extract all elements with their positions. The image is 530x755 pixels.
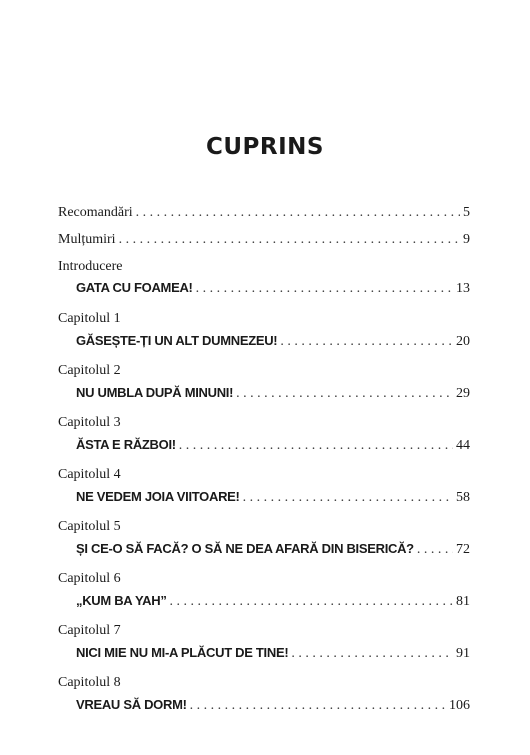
entry-title: „KUM BA YAH” [76,593,167,608]
dot-leader [170,594,453,610]
table-of-contents [58,205,470,717]
entry-title: NU UMBLA DUPĂ MINUNI! [76,385,234,400]
entry-title: VREAU SĂ DORM! [76,697,187,712]
page-number: 72 [456,542,470,557]
page-number: 44 [456,438,470,453]
entry-title: Recomandări [58,205,133,220]
page-number: 13 [456,281,470,296]
dot-leader [291,646,453,662]
toc-entry-recomandari[interactable] [58,205,470,225]
page-number: 20 [456,334,470,349]
dot-leader [119,232,460,248]
chapter-label: Capitolul 7 [58,623,121,638]
entry-title: ȘI CE-O SĂ FACĂ? O SĂ NE DEA AFARĂ DIN BISERICĂ? [76,541,414,556]
chapter-label: Capitolul 8 [58,675,121,690]
page-number: 106 [449,698,470,713]
toc-entry-chapter-2[interactable] [58,385,470,405]
entry-title: GATA CU FOAMEA! [76,280,193,295]
toc-entry-chapter-6[interactable] [58,593,470,613]
chapter-label: Capitolul 4 [58,467,121,482]
toc-entry-multumiri[interactable] [58,232,470,252]
chapter-label: Capitolul 6 [58,571,121,586]
page-number: 29 [456,386,470,401]
toc-entry-chapter-8[interactable] [58,697,470,717]
entry-title: ĂSTA E RĂZBOI! [76,437,176,452]
chapter-label: Capitolul 2 [58,363,121,378]
toc-entry-introducere[interactable] [58,280,470,300]
section-label: Introducere [58,259,123,274]
dot-leader [236,386,453,402]
toc-entry-chapter-3[interactable] [58,437,470,457]
page-number: 9 [463,232,470,247]
page-title: CUPRINS [206,134,324,160]
entry-title: GĂSEȘTE-ȚI UN ALT DUMNEZEU! [76,333,278,348]
dot-leader [243,490,453,506]
toc-entry-chapter-7[interactable] [58,645,470,665]
page-number: 5 [463,205,470,220]
page-number: 91 [456,646,470,661]
toc-entry-chapter-4[interactable] [58,489,470,509]
dot-leader [179,438,453,454]
dot-leader [280,334,453,350]
chapter-label: Capitolul 1 [58,311,121,326]
dot-leader [417,542,453,558]
entry-title: NE VEDEM JOIA VIITOARE! [76,489,240,504]
dot-leader [190,698,446,714]
page-number: 58 [456,490,470,505]
dot-leader [196,281,453,297]
entry-title: Mulțumiri [58,232,116,247]
toc-entry-chapter-5[interactable] [58,541,470,561]
dot-leader [136,205,460,221]
toc-entry-chapter-1[interactable] [58,333,470,353]
page-number: 81 [456,594,470,609]
chapter-label: Capitolul 3 [58,415,121,430]
chapter-label: Capitolul 5 [58,519,121,534]
entry-title: NICI MIE NU MI-A PLĂCUT DE TINE! [76,645,289,660]
